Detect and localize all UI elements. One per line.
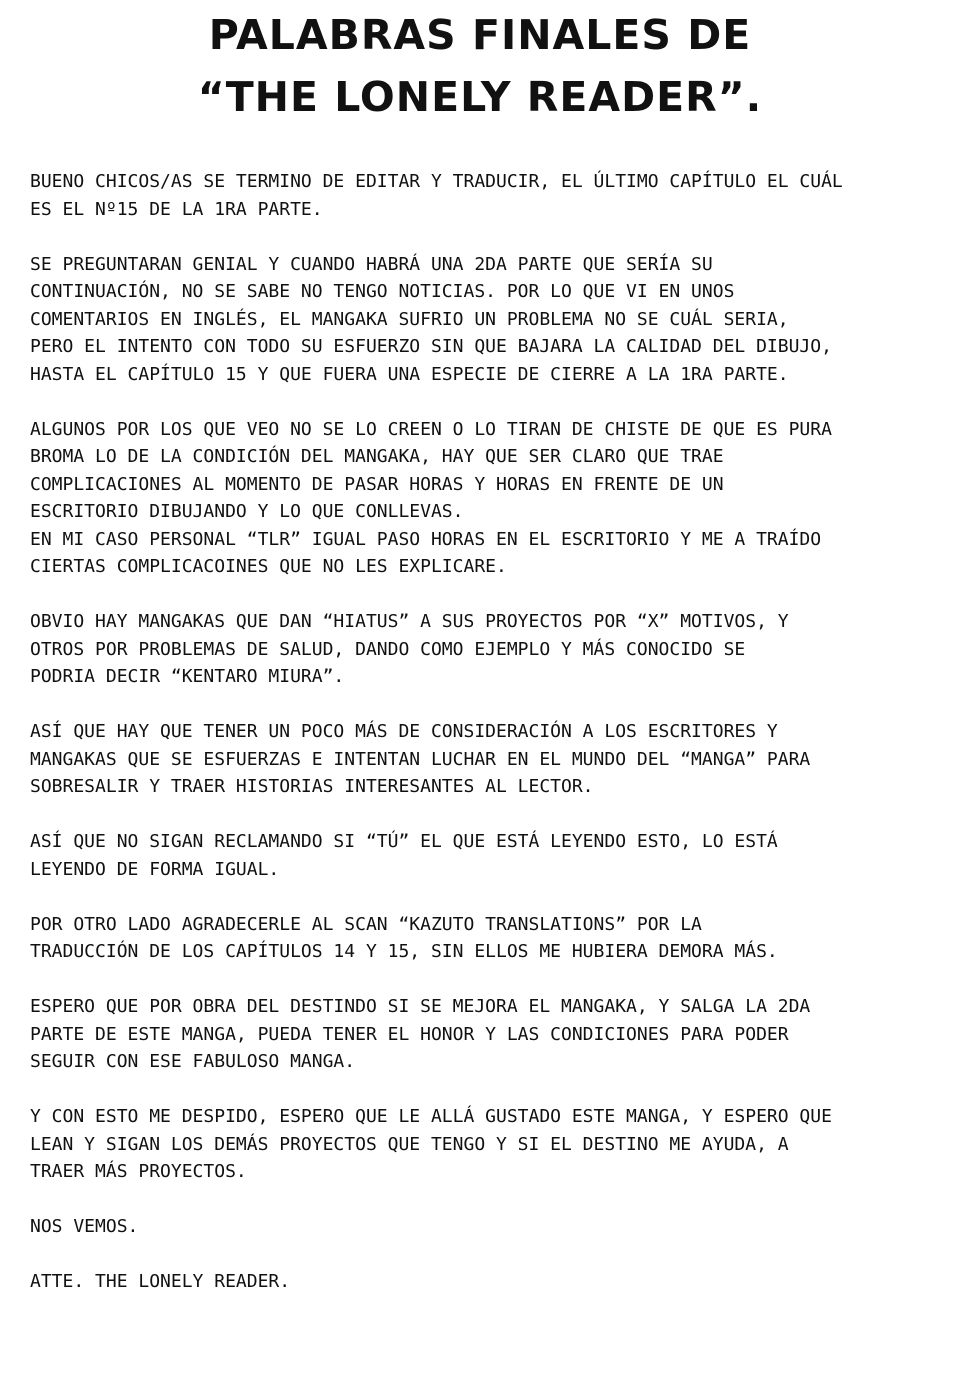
title-line-2: “THE LONELY READER”. [197,73,763,121]
paragraph-thanks: POR OTRO LADO AGRADECERLE AL SCAN “KAZUTO TRANSLATIONS” POR LA TRADUCCIÓN DE LOS CAPÍTULOS 14 Y 15, SIN ELLOS ME HUBIERA DEMORA MÁS. [30,913,778,962]
paragraph-reclaim: ASÍ QUE NO SIGAN RECLAMANDO SI “TÚ” EL QUE ESTÁ LEYENDO ESTO, LO ESTÁ LEYENDO DE FORMA IGUAL. [30,831,778,880]
paragraph-intro: BUENO CHICOS/AS SE TERMINO DE EDITAR Y TRADUCIR, EL ÚLTIMO CAPÍTULO EL CUÁL ES EL Nº15 DE LA 1RA PARTE. [30,171,843,220]
title-line-1: PALABRAS FINALES DE [208,11,752,59]
paragraph-signature: ATTE. THE LONELY READER. [30,1271,291,1292]
paragraph-second-part: SE PREGUNTARAN GENIAL Y CUANDO HABRÁ UNA 2DA PARTE QUE SERÍA SU CONTINUACIÓN, NO SE SABE NO TENGO NOTICIAS. POR LO QUE VI EN UNOS COMENTARIOS EN INGLÉS, EL MANGAKA SUFRIO UN PROBLEMA NO SE CUÁL SERIA, PERO EL INTENTO CON TODO SU ESFUERZO SIN QUE BAJARA LA CALIDAD DEL DIBUJO, HASTA EL CAPÍTULO 15 Y QUE FUERA UNA ESPECIE DE CIERRE A LA 1RA PARTE. [30,253,832,385]
paragraph-condition: ALGUNOS POR LOS QUE VEO NO SE LO CREEN O LO TIRAN DE CHISTE DE QUE ES PURA BROMA LO DE LA CONDICIÓN DEL MANGAKA, HAY QUE SER CLARO QUE TRAE COMPLICACIONES AL MOMENTO DE PASAR HORAS Y HORAS EN FRENTE DE UN ESCRITORIO DIBUJANDO Y LO QUE CONLLEVAS. EN MI CASO PERSONAL “TLR” IGUAL PASO HORAS EN EL ESCRITORIO Y ME A TRAÍDO CIERTAS COMPLICACOINES QUE NO LES EXPLICARE. [30,418,832,577]
paragraph-hope: ESPERO QUE POR OBRA DEL DESTINDO SI SE MEJORA EL MANGAKA, Y SALGA LA 2DA PARTE DE ESTE MANGA, PUEDA TENER EL HONOR Y LAS CONDICIONES PARA PODER SEGUIR CON ESE FABULOSO MANGA. [30,996,811,1072]
paragraph-hiatus: OBVIO HAY MANGAKAS QUE DAN “HIATUS” A SUS PROYECTOS POR “X” MOTIVOS, Y OTROS POR PROBLEMAS DE SALUD, DANDO COMO EJEMPLO Y MÁS CONOCIDO SE PODRIA DECIR “KENTARO MIURA”. [30,611,789,687]
body-text [30,168,935,1323]
paragraph-farewell: Y CON ESTO ME DESPIDO, ESPERO QUE LE ALLÁ GUSTADO ESTE MANGA, Y ESPERO QUE LEAN Y SIGAN LOS DEMÁS PROYECTOS QUE TENGO Y SI EL DESTINO ME AYUDA, A TRAER MÁS PROYECTOS. [30,1106,832,1182]
paragraph-see-you: NOS VEMOS. [30,1216,139,1237]
page-title [0,4,960,128]
paragraph-consideration: ASÍ QUE HAY QUE TENER UN POCO MÁS DE CONSIDERACIÓN A LOS ESCRITORES Y MANGAKAS QUE SE ESFUERZAS E INTENTAN LUCHAR EN EL MUNDO DEL “MANGA” PARA SOBRESALIR Y TRAER HISTORIAS INTERESANTES AL LECTOR. [30,721,811,797]
